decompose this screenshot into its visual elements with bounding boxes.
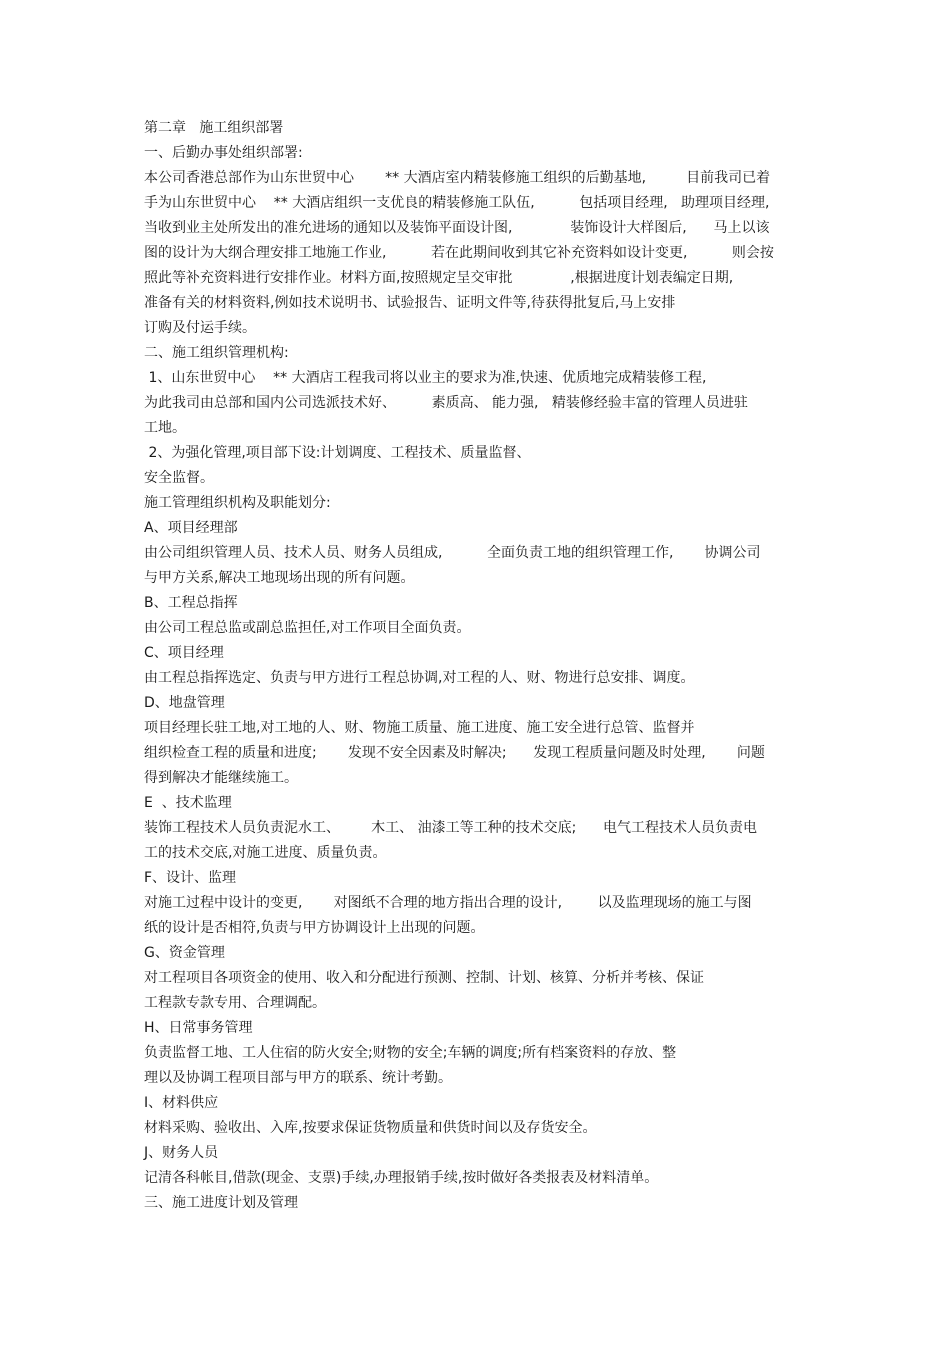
text-line: 本公司香港总部作为山东世贸中心 ** 大酒店室内精装修施工组织的后勤基地, 目前我司已着 [144, 170, 771, 186]
text-line: 施工管理组织机构及职能划分: [144, 495, 331, 511]
text-line: 纸的设计是否相符,负责与甲方协调设计上出现的问题。 [144, 920, 485, 936]
text-line: 与甲方关系,解决工地现场出现的所有问题。 [144, 570, 415, 586]
text-line: 手为山东世贸中心 ** 大酒店组织一支优良的精装修施工队伍, 包括项目经理, 助理项目经理, [144, 195, 770, 211]
text-line: 工程款专款专用、合理调配。 [144, 995, 326, 1011]
text-line: 对工程项目各项资金的使用、收入和分配进行预测、控制、计划、核算、分析并考核、保证 [144, 970, 704, 986]
text-line: 照此等补充资料进行安排作业。材料方面,按照规定呈交审批 ,根据进度计划表编定日期, [144, 270, 734, 286]
text-line: 由工程总指挥选定、负责与甲方进行工程总协调,对工程的人、财、物进行总安排、调度。 [144, 670, 695, 686]
text-line: 三、施工进度计划及管理 [144, 1195, 298, 1211]
text-line: E 、技术监理 [144, 795, 232, 811]
text-line: 2、为强化管理,项目部下设:计划调度、工程技术、质量监督、 [144, 445, 531, 461]
text-line: H、日常事务管理 [144, 1020, 253, 1036]
text-line: 准备有关的材料资料,例如技术说明书、试验报告、证明文件等,待获得批复后,马上安排 [144, 295, 676, 311]
text-line: 一、后勤办事处组织部署: [144, 145, 303, 161]
text-line: 第二章 施工组织部署 [144, 120, 284, 136]
text-line: A、项目经理部 [144, 520, 238, 536]
text-line: C、项目经理 [144, 645, 224, 661]
text-line: 安全监督。 [144, 470, 214, 486]
text-line: 由公司组织管理人员、技术人员、财务人员组成, 全面负责工地的组织管理工作, 协调公司 [144, 545, 761, 561]
text-line: 材料采购、验收出、入库,按要求保证货物质量和供货时间以及存货安全。 [144, 1120, 597, 1136]
text-line: 对施工过程中设计的变更, 对图纸不合理的地方指出合理的设计, 以及监理现场的施工与图 [144, 895, 752, 911]
text-line: 订购及付运手续。 [144, 320, 256, 336]
text-line: D、地盘管理 [144, 695, 225, 711]
text-line: 项目经理长驻工地,对工地的人、财、物施工质量、施工进度、施工安全进行总管、监督并 [144, 720, 695, 736]
document-body [144, 116, 814, 1216]
text-line: 记清各科帐目,借款(现金、支票)手续,办理报销手续,按时做好各类报表及材料清单。 [144, 1170, 659, 1186]
text-line: 理以及协调工程项目部与甲方的联系、统计考勤。 [144, 1070, 452, 1086]
text-line: 组织检查工程的质量和进度; 发现不安全因素及时解决; 发现工程质量问题及时处理, 问题 [144, 745, 765, 761]
text-line: 由公司工程总监或副总监担任,对工作项目全面负责。 [144, 620, 471, 636]
text-line: 负责监督工地、工人住宿的防火安全;财物的安全;车辆的调度;所有档案资料的存放、整 [144, 1045, 677, 1061]
text-line: 工的技术交底,对施工进度、质量负责。 [144, 845, 387, 861]
text-line: G、资金管理 [144, 945, 225, 961]
text-line: 得到解决才能继续施工。 [144, 770, 298, 786]
text-line: F、设计、监理 [144, 870, 237, 886]
text-line: I、材料供应 [144, 1095, 219, 1111]
text-line: 工地。 [144, 420, 186, 436]
text-line: 装饰工程技术人员负责泥水工、 木工、 油漆工等工种的技术交底; 电气工程技术人员负责电 [144, 820, 758, 836]
text-line: 二、施工组织管理机构: [144, 345, 289, 361]
text-line: J、财务人员 [144, 1145, 219, 1161]
text-line: 为此我司由总部和国内公司选派技术好、 素质高、 能力强, 精装修经验丰富的管理人员进驻 [144, 395, 748, 411]
text-line: 1、山东世贸中心 ** 大酒店工程我司将以业主的要求为准,快速、优质地完成精装修工程, [144, 370, 707, 386]
text-line: 当收到业主处所发出的准允进场的通知以及装饰平面设计图, 装饰设计大样图后, 马上以该 [144, 220, 770, 236]
text-line: B、工程总指挥 [144, 595, 238, 611]
text-line: 图的设计为大纲合理安排工地施工作业, 若在此期间收到其它补充资料如设计变更, 则会按 [144, 245, 774, 261]
